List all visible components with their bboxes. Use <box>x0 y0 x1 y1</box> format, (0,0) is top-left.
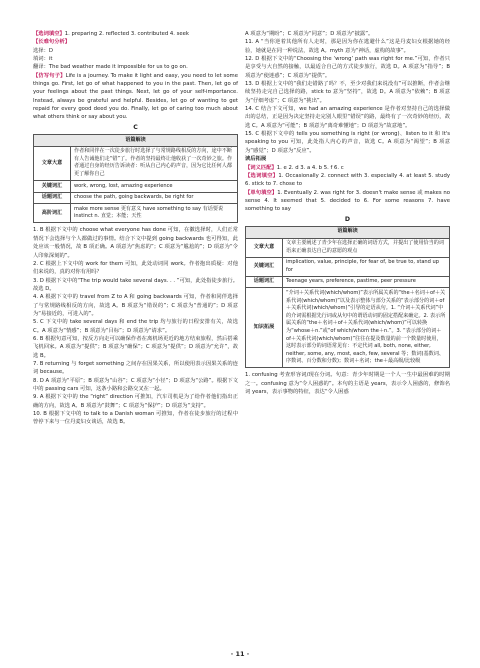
list-item: 5. C 下文中的 take several days 和 end the trip 均与旅行的日程安排有关，故选 C。A 项意为“情感”；B 项意为“目标”；D 项意为“请求”。 <box>33 319 238 334</box>
left-top-lines <box>33 30 238 122</box>
practice-line: 【词义匹配】1. e 2. d 3. a 4. b 5. f 6. c <box>245 164 344 171</box>
list-item: 9. A 根据下文中的 the “right” direction 可推知，汽车司机是为了给作者他们指出正确的方向，故选 A。B 项意为“鼓舞”；C 项意为“保护”；D 项意为“支持”。 <box>33 394 238 409</box>
page-number: · 11 · <box>230 650 250 658</box>
discourse-table-d <box>245 226 450 369</box>
right-column <box>245 30 450 396</box>
choice-answer: 选择：D <box>33 47 53 54</box>
answer-list-c-cont <box>245 30 450 155</box>
list-item: 15. C 根据下文中的 tells you something is right (or wrong)、listen to it 和 It's speaking to you 可知，此处指人内心的声音，故选 C。A 项意为“渴望”；B 项意为“感觉”；D 项意为“反应”。 <box>245 131 450 154</box>
table-header: 语篇解读 <box>246 226 450 238</box>
answer-list-d <box>245 371 450 396</box>
fill-answer: 填词：it <box>33 56 53 63</box>
table-header: 语篇解读 <box>34 135 238 147</box>
table-row: 知识拓展 “介词＋关系代词(which/whom)”表示所属关系的“the＋名词＋of＋关系代词(which/whom)”以及表示整体与部分关系的“表示部分的词＋of＋关系代词(which/whom)”引导的定语从句。1. “介词＋关系代词”中的介词需根据先行词或从句中的谓语动词的固定搭配来确定。2. 表示所属关系的“the＋名词＋of＋关系代词(which/whom)”可以转换为“whose＋n.”或“of which/whom the＋n.”。3. “表示部分的词＋of＋关系代词(which/whom)”往往在提及数量的前一个数量时使用，这时表示部分的词语常见有：不定代词 all, both, none, either, neither, some, any, most, each, few, several 等；数词(基数词、序数词、百分数和分数)；数词＋名词；the＋最高级/比较级 <box>246 288 450 368</box>
list-item: 11. A “当你逆着其他所有人走时，那是因为你在逃避什么”这是丹麦妇女根据她的经验，她就是在同一种说法，故选 A。myth 意为“神话，虚构的故事”。 <box>245 39 450 54</box>
table-row: 文章大意 文章主要阐述了青少年在选择正确的词语方式，并提出了使用恰当的词语来正确表达自己的意愿的观点 <box>246 238 450 257</box>
answer-list-c <box>33 226 238 426</box>
discourse-table-c <box>33 134 238 223</box>
section-letter-c: C <box>133 123 138 131</box>
list-item: 1. confusing 考查形容词/现在分词。句意：青少年时期是一个人一生中最困难的时期之一。confusing 意为“令人困惑的”。本句的主语是 years，表示令人困惑的，修饰名词 years，表示事物的特征，表达“令人困惑 <box>245 372 450 396</box>
list-item: 7. B returning 与 forget something 之间存在因果关系，所以使用表示因果关系的连词 because。 <box>33 360 238 376</box>
post-reading-heading: 读后拓展 <box>245 156 267 163</box>
table-row: 文章大意 作者和同伴在一次徒步旅行时选择了与常规路线相反的方向，途中不断有人告诫他们走“错”了。作者的坚持最终让他收获了一次奇妙之旅。作者通过自身的经历告诉读者：听从自己内心的声音，因为它比任何人都更了解你自己 <box>34 146 238 180</box>
table-row: 话题词汇 Teenage years, preference, pastime, peer pressure <box>246 276 450 288</box>
list-item: 10. B 根据下文中的 to talk to a Danish woman 可推知，作者在徒步旅行的过程中曾停下来与一位丹麦妇女谈话，故选 B。 <box>33 411 238 426</box>
table-row: 关键词汇 implication, value, principle, for fear of, be true to, stand up for <box>246 257 450 276</box>
word-fill-line: 【选词填空】1. preparing 2. reflected 3. contributed 4. seek <box>33 31 189 37</box>
translation-answer: 翻译：The bad weather made it impossible for us to go on. <box>33 64 188 71</box>
table-row: 高阶词汇 make more sense 更有意义 have something to say 有话要说 instinct n. 直觉；本能；天性 <box>34 204 238 223</box>
list-item: 4. A 根据下文中的 travel from Z to A 和 going backwards 可知，作者和同伴选择了与常规路线相反的方向，故选 A。B 项意为“错误的”；C 项意为“普通的”；D 项意为“易接近的，可进入的”。 <box>33 294 238 317</box>
table-row: 关键词汇 work, wrong, lost, amazing experience <box>34 181 238 193</box>
list-item: 14. C 结合下文可知，we had an amazing experience 是作者对坚持自己的选择做出的总结，正是因为决定坚持走完别人眼里“错误”的路，最终有了一次奇妙的经历，故选 C。A 项意为“可能”；B 项意为“离奇难懂地”；D 项意为“故意地”。 <box>245 106 450 129</box>
left-column <box>33 30 238 427</box>
list-item: 8. D A 项意为“平原”；B 项意为“山谷”；C 项意为“小径”；D 项意为“公路”。根据下文中的 passing cars 可知，这条小路和公路交叉在一起。 <box>33 377 238 392</box>
list-item: 12. D 根据下文中的“Choosing the ‘wrong’ path was right for me.”可知，作者只是享受与大自然的接触，以最适合自己的方式徒步旅行，故选 D。A 项意为“指导”；B 项意为“使迷惑”；C 项意为“提供”。 <box>245 56 450 79</box>
section-letter-d: D <box>344 215 351 223</box>
list-item: 6. B 根据句意可知，按反方向走可以确保作者在离机场更近的地方结束旅程，然后搭乘飞机回家。A 项意为“提供”；B 项意为“确保”；C 项意为“提供”；D 项意为“允许”，故选 B。 <box>33 335 238 359</box>
practice-line: 【选词填空】1. Occasionally 2. connect with 3. especially 4. at least 5. study 6. stick to 7. chose to <box>245 172 450 188</box>
practice-line: 【单句填空】1. Eventually 2. was right for 3. doesn't make sense 或 makes no sense 4. It seemed that 5. decided to 6. For some reasons 7. have something to say <box>245 189 450 213</box>
list-item: A 项意为“期盼”；C 项意为“同意”；D 项意为“披露”。 <box>245 31 374 37</box>
list-item: 1. B 根据下文中的 choose what everyone has done 可知，在徽选择时，人们正常情况下会选择与个人都做过的事情。结合下文中提到 going backwards 也可得知，此处应该一般情况，故 B 项正确。A 项意为“焦虑的”；C 项意为“尴尬的”；D 项意为“令人印象深刻的”。 <box>33 227 238 259</box>
list-item: 13. D 根据上文中的“我们走错路了吗？不，至少对我们来说没有”可以推断，作者会继续坚持走完自己选择的路，stick to 意为“坚持”，故选 D。A 项意为“依赖”；B 项意为“仔细考虑”；C 项意为“挑出”。 <box>245 81 450 104</box>
sentence-analysis-heading: 【长难句分析】 <box>33 39 71 46</box>
list-item: 3. D 根据下文中的“The trip would take several days. . . ”可知，此处指徒步旅行。故选 D。 <box>33 277 238 292</box>
table-row: 话题词汇 choose the path, going backwards, be right for <box>34 192 238 204</box>
list-item: 2. C 根据上下文中的 work for them 可知，此处动词同 work。作者抱出质疑：对他们来说的，真的对你有用吗？ <box>33 260 238 276</box>
imitation-writing: 【仿写句子】Life is a journey. To make it light and easy, you need to let some things go. First, let go of what happened to you in the past. Then, let go of your feelings about the past things. Next, let go of your self-importance. Instead, always be grateful and helpful. Besides, let go of wanting to get repaid for every good deed you do. Finally, let go of caring too much about what others think or say about you. <box>33 72 238 121</box>
